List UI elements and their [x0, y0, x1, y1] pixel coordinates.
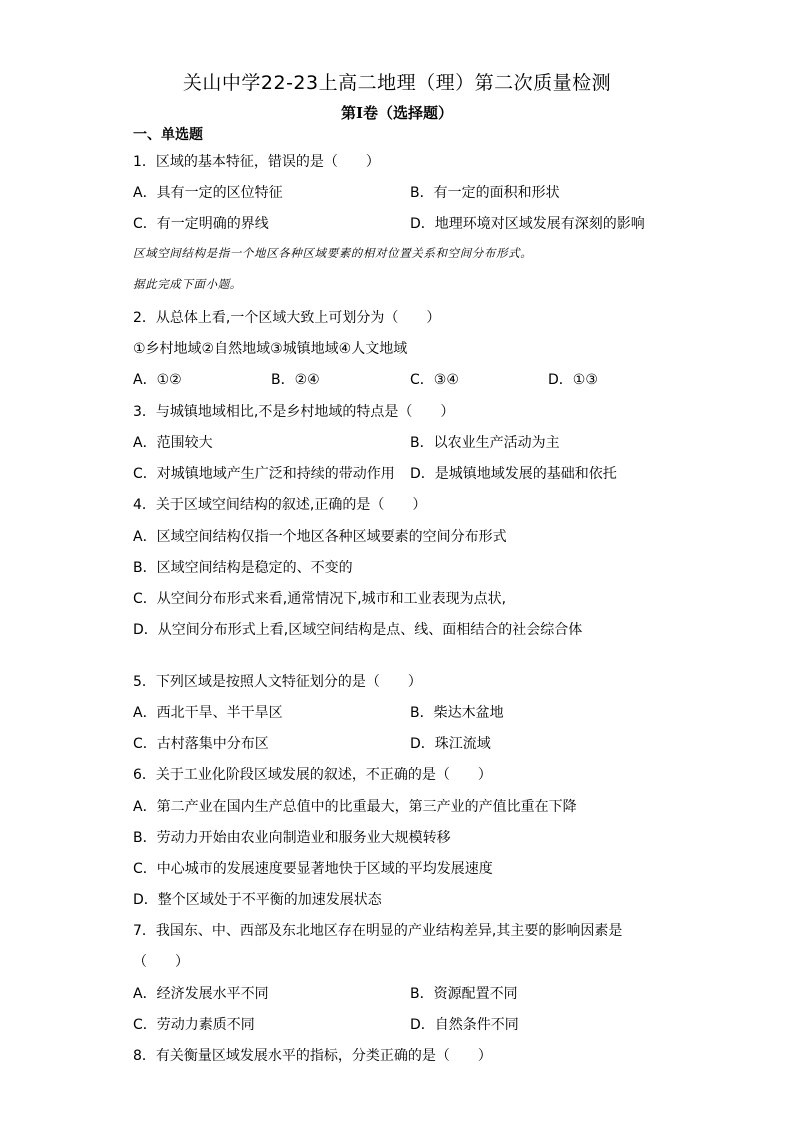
question-6-stem: 6．关于工业化阶段区域发展的叙述，不正确的是（ ） [133, 767, 492, 783]
question-3-option-a: A．范围较大 [133, 435, 213, 451]
material-instruction: 据此完成下面小题。 [133, 277, 242, 291]
question-6-option-c: C．中心城市的发展速度要显著地快于区域的平均发展速度 [133, 861, 493, 877]
question-6-option-b: B．劳动力开始由农业向制造业和服务业大规模转移 [133, 830, 451, 846]
question-2-items: ①乡村地域②自然地域③城镇地域④人文地域 [133, 341, 408, 357]
exam-title: 关山中学22-23上高二地理（理）第二次质量检测 [182, 72, 612, 94]
question-1-stem: 1．区域的基本特征，错误的是（ ） [133, 154, 380, 170]
volume-subtitle: 第Ⅰ卷（选择题） [340, 104, 454, 122]
question-2-option-b: B．②④ [271, 372, 320, 388]
question-3-option-b: B．以农业生产活动为主 [410, 435, 560, 451]
question-2-option-c: C．③④ [410, 372, 459, 388]
question-7-option-d: D．自然条件不同 [410, 1017, 519, 1033]
question-2-option-d: D．①③ [548, 372, 598, 388]
question-1-option-a: A．具有一定的区位特征 [133, 185, 283, 201]
question-6-option-a: A．第二产业在国内生产总值中的比重最大，第三产业的产值比重在下降 [133, 799, 577, 815]
material-text: 区域空间结构是指一个地区各种区域要素的相对位置关系和空间分布形式。 [133, 246, 533, 260]
question-5-option-d: D．珠江流域 [410, 736, 491, 752]
section-heading: 一、单选题 [133, 127, 203, 143]
question-2-stem: 2．从总体上看,一个区域大致上可划分为（ ） [133, 310, 441, 326]
question-4-option-c: C．从空间分布形式来看,通常情况下,城市和工业表现为点状, [133, 591, 507, 607]
question-7-option-c: C．劳动力素质不同 [133, 1017, 255, 1033]
question-8-stem: 8．有关衡量区域发展水平的指标，分类正确的是（ ） [133, 1048, 492, 1064]
question-3-option-d: D．是城镇地域发展的基础和依托 [410, 466, 617, 482]
question-1-option-c: C．有一定明确的界线 [133, 216, 269, 232]
question-2-option-a: A．①② [133, 372, 182, 388]
question-5-option-a: A．西北干旱、半干旱区 [133, 705, 283, 721]
question-4-option-d: D．从空间分布形式上看,区域空间结构是点、线、面相结合的社会综合体 [133, 622, 583, 638]
question-4-option-b: B．区域空间结构是稳定的、不变的 [133, 560, 353, 576]
question-3-option-c: C．对城镇地域产生广泛和持续的带动作用 [133, 466, 395, 482]
question-5-option-b: B．柴达木盆地 [410, 705, 504, 721]
question-6-option-d: D．整个区域处于不平衡的加速发展状态 [133, 892, 382, 908]
question-7-option-b: B．资源配置不同 [410, 986, 518, 1002]
question-4-option-a: A．区域空间结构仅指一个地区各种区域要素的空间分布形式 [133, 529, 507, 545]
question-1-option-d: D．地理环境对区域发展有深刻的影响 [410, 216, 645, 232]
question-5-option-c: C．古村落集中分布区 [133, 736, 269, 752]
question-1-option-b: B．有一定的面积和形状 [410, 185, 560, 201]
question-4-stem: 4．关于区域空间结构的叙述,正确的是（ ） [133, 497, 427, 513]
question-7-stem-blank: （ ） [133, 954, 189, 970]
question-7-stem: 7．我国东、中、西部及东北地区存在明显的产业结构差异,其主要的影响因素是 [133, 923, 623, 939]
question-7-option-a: A．经济发展水平不同 [133, 986, 269, 1002]
question-5-stem: 5．下列区域是按照人文特征划分的是（ ） [133, 674, 422, 690]
question-3-stem: 3．与城镇地域相比,不是乡村地域的特点是（ ） [133, 404, 455, 420]
